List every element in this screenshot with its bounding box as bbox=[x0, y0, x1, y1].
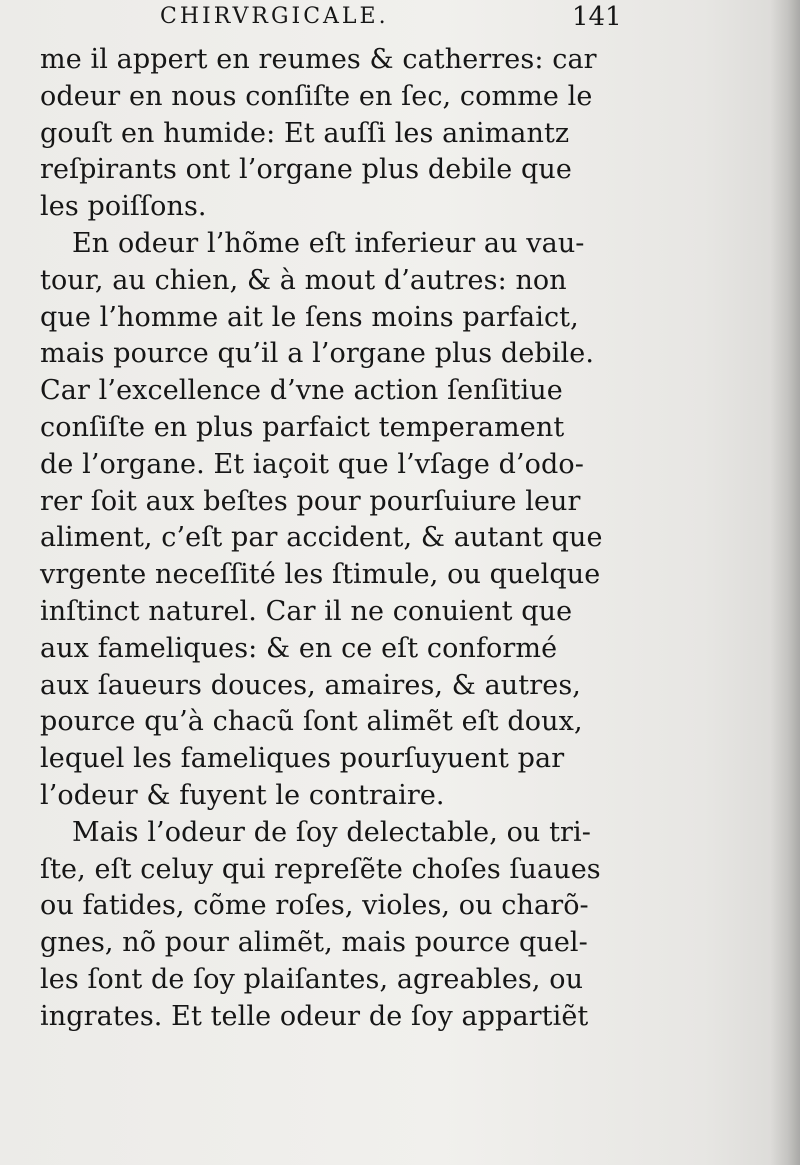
text-line: odeur en nous conſiſte en ſec, comme le bbox=[40, 80, 593, 112]
text-line: mais pource qu’il a l’organe plus debile. bbox=[40, 338, 595, 370]
running-title: CHIRVRGICALE. bbox=[160, 4, 389, 29]
text-line: ſte, eſt celuy qui repreſẽte choſes ſuaues bbox=[40, 853, 601, 885]
text-line: aux fameliques: & en ce eſt conformé bbox=[40, 632, 558, 664]
text-line: lequel les fameliques pourſuyuent par bbox=[40, 743, 565, 775]
text-line: Car l’excellence d’vne action ſenſitiue bbox=[40, 375, 563, 407]
text-line: aux ſaueurs douces, amaires, & autres, bbox=[40, 669, 581, 701]
text-line: rer ſoit aux beſtes pour pourſuiure leur bbox=[40, 485, 581, 517]
body-text bbox=[40, 42, 640, 1036]
text-line: l’odeur & fuyent le contraire. bbox=[40, 779, 445, 811]
text-line: conſiſte en plus parfaict temperament bbox=[40, 411, 565, 443]
text-line: En odeur l’hõme eſt inferieur au vau- bbox=[72, 227, 585, 259]
text-line: les ſont de ſoy plaiſantes, agreables, ou bbox=[40, 963, 584, 995]
text-line: ou fatides, cõme roſes, violes, ou charõ- bbox=[40, 890, 589, 922]
page-number: 141 bbox=[572, 2, 622, 32]
text-line: inſtinct naturel. Car il ne conuient que bbox=[40, 595, 573, 627]
show-through-text bbox=[660, 80, 780, 280]
text-line: de l’organe. Et iaçoit que l’vſage d’odo- bbox=[40, 448, 584, 480]
text-line: que l’homme ait le ſens moins parfaict, bbox=[40, 301, 579, 333]
text-line: aliment, c’eſt par accident, & autant que bbox=[40, 522, 603, 554]
text-line: reſpirants ont l’organe plus debile que bbox=[40, 154, 572, 186]
text-line: pource qu’à chacũ ſont alimẽt eſt doux, bbox=[40, 706, 583, 738]
text-line: ingrates. Et telle odeur de ſoy appartiẽt bbox=[40, 1000, 589, 1032]
text-line: Mais l’odeur de ſoy delectable, ou tri- bbox=[72, 816, 592, 848]
text-line: gouſt en humide: Et auſſi les animantz bbox=[40, 117, 570, 149]
text-line: me il appert en reumes & catherres: car bbox=[40, 44, 597, 75]
text-line: gnes, nõ pour alimẽt, mais pource quel- bbox=[40, 927, 588, 959]
text-line: vrgente neceſſité les ſtimule, ou quelque bbox=[40, 559, 601, 591]
text-line: tour, au chien, & à mout d’autres: non bbox=[40, 264, 567, 296]
text-line: les poiſſons. bbox=[40, 191, 207, 223]
